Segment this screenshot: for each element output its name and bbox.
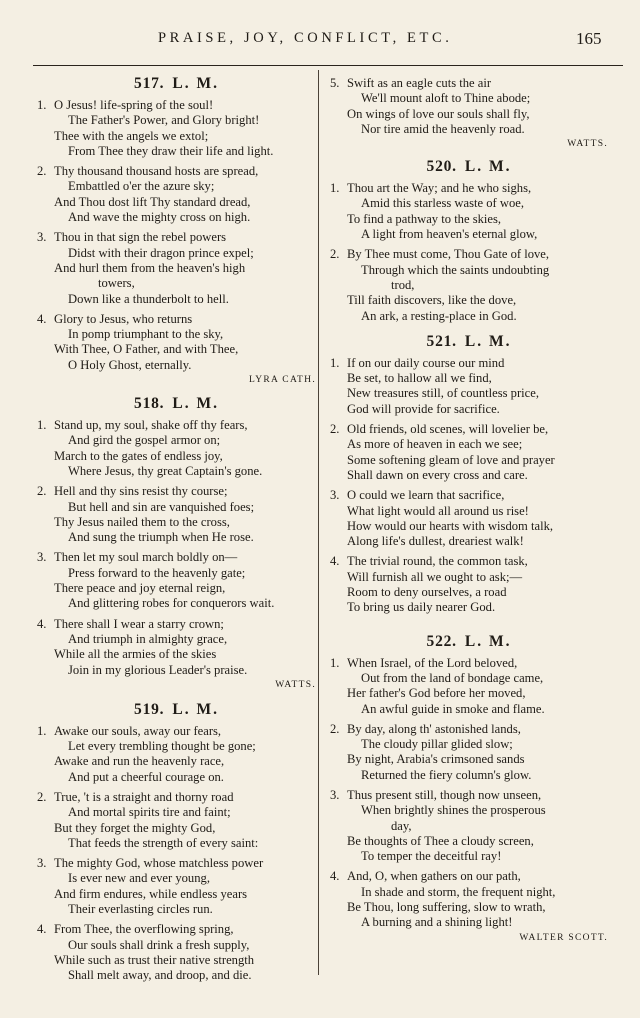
verse-line: Her father's God before her moved, — [347, 686, 526, 701]
stanza — [330, 181, 608, 242]
hymn-title — [330, 632, 608, 652]
stanza — [330, 76, 608, 137]
right-column — [330, 70, 608, 945]
page-header — [0, 0, 640, 56]
stanza — [37, 98, 316, 159]
verse-line: How would our hearts with wisdom talk, — [347, 518, 554, 533]
verse-line: In shade and storm, the frequent night, — [361, 884, 556, 899]
verse-line: A light from heaven's eternal glow, — [361, 227, 538, 242]
verse-line: Then let my soul march boldly on— — [54, 550, 238, 565]
verse-line: When brightly shines the prosperous — [361, 803, 546, 818]
verse-line: Thy thousand thousand hosts are spread, — [54, 164, 259, 179]
verse-line: Be Thou, long suffering, slow to wrath, — [347, 900, 546, 915]
hymn-attribution: WATTS. — [275, 679, 316, 690]
verse-line: God will provide for sacrifice. — [347, 401, 500, 416]
stanza-number: 1. — [330, 181, 340, 196]
stanza-number: 2. — [37, 789, 47, 804]
hymn-meter: L. M. — [172, 700, 219, 718]
stanza — [37, 484, 316, 545]
verse-line: Press forward to the heavenly gate; — [68, 565, 246, 580]
stanza — [330, 247, 608, 323]
stanza — [37, 790, 316, 851]
verse-line: While such as trust their native strength — [54, 952, 255, 967]
hymn-meter: L. M. — [464, 332, 512, 350]
verse-line: Embattled o'er the azure sky; — [68, 179, 215, 194]
verse-line: Awake our souls, away our fears, — [54, 723, 222, 738]
verse-line: An ark, a resting-place in God. — [361, 308, 517, 323]
stanza — [37, 230, 316, 306]
stanza — [37, 617, 316, 678]
verse-line: New treasures still, of countless price, — [347, 386, 539, 401]
hymn — [37, 74, 316, 387]
verse-line: O Holy Ghost, eternally. — [68, 357, 192, 372]
stanza-number: 1. — [37, 98, 47, 112]
verse-line: Will furnish all we ought to ask;— — [347, 569, 523, 584]
verse-line: By night, Arabia's crimsoned sands — [347, 752, 525, 767]
hymn-number: 522. — [426, 632, 457, 650]
verse-line: Thou art the Way; and he who sighs, — [347, 181, 532, 196]
verse-line: Thy Jesus nailed them to the cross, — [54, 514, 230, 529]
hymn-meter: L. M. — [172, 75, 219, 92]
column-divider — [318, 70, 319, 975]
hymn-title — [330, 157, 608, 177]
page-number: 165 — [576, 29, 602, 48]
stanza — [37, 856, 316, 917]
verse-line: But they forget the mighty God, — [54, 820, 216, 835]
stanza — [37, 312, 316, 373]
verse-line: Be set, to hallow all we find, — [347, 371, 492, 386]
stanza-number: 4. — [37, 616, 47, 631]
verse-line: Where Jesus, thy great Captain's gone. — [68, 463, 263, 478]
verse-line: Shall melt away, and droop, and die. — [68, 968, 252, 983]
header-rule — [33, 65, 623, 66]
stanza-number: 2. — [37, 484, 47, 499]
verse-line: But hell and sin are vanquished foes; — [68, 499, 255, 514]
hymn-meter: L. M. — [172, 395, 219, 413]
verse-line: Room to deny ourselves, a road — [347, 585, 507, 600]
hymn — [37, 700, 316, 984]
running-title: PRAISE, JOY, CONFLICT, ETC. — [158, 30, 453, 46]
stanza-number: 2. — [330, 247, 340, 262]
hymn-attribution: LYRA CATH. — [249, 375, 316, 386]
verse-line: And sung the triumph when He rose. — [68, 530, 254, 545]
verse-line: And glittering robes for conquerors wait. — [68, 596, 275, 611]
verse-line: To temper the deceitful ray! — [361, 849, 502, 864]
verse-line: Swift as an eagle cuts the air — [347, 76, 492, 90]
verse-line: And Thou dost lift Thy standard dread, — [54, 194, 251, 209]
verse-line: As more of heaven in each we see; — [347, 437, 523, 452]
verse-line: By day, along th' astonished lands, — [347, 721, 521, 736]
hymn-title — [330, 332, 608, 352]
verse-line: towers, — [98, 276, 135, 291]
verse-line: On wings of love our souls shall fly, — [347, 106, 530, 121]
verse-line: A burning and a shining light! — [361, 915, 513, 930]
verse-line: We'll mount aloft to Thine abode; — [361, 91, 531, 106]
verse-line: Out from the land of bondage came, — [361, 670, 544, 685]
verse-line: If on our daily course our mind — [347, 355, 505, 370]
stanza — [330, 554, 608, 615]
stanza-number: 1. — [37, 418, 47, 433]
stanza-number: 3. — [330, 787, 340, 802]
stanza — [330, 722, 608, 783]
verse-line: O could we learn that sacrifice, — [347, 488, 505, 503]
verse-line: While all the armies of the skies — [54, 647, 217, 662]
hymn-meter: L. M. — [464, 158, 512, 176]
hymn-attribution: WATTS. — [567, 139, 608, 150]
verse-line: Returned the fiery column's glow. — [361, 767, 532, 782]
stanza-number: 3. — [37, 856, 47, 871]
verse-line: Glory to Jesus, who returns — [54, 311, 193, 326]
stanza-number: 5. — [330, 76, 340, 90]
left-column — [37, 70, 316, 984]
verse-line: day, — [391, 818, 412, 833]
verse-line: Be thoughts of Thee a cloudy screen, — [347, 833, 534, 848]
verse-line: Down like a thunderbolt to hell. — [68, 291, 229, 306]
hymn-title — [37, 74, 316, 94]
verse-line: And gird the gospel armor on; — [68, 433, 221, 448]
verse-line: And mortal spirits tire and faint; — [68, 805, 231, 820]
hymn-number: 517. — [134, 75, 165, 92]
stanza-number: 3. — [37, 550, 47, 565]
verse-line: From Thee they draw their life and light. — [68, 143, 274, 158]
verse-line: Let every trembling thought be gone; — [68, 739, 256, 754]
stanza-number: 3. — [37, 230, 47, 245]
hymn-number: 521. — [426, 332, 457, 350]
verse-line: That feeds the strength of every saint: — [68, 835, 259, 850]
stanza-number: 2. — [330, 721, 340, 736]
stanza — [37, 724, 316, 785]
verse-line: Didst with their dragon prince expel; — [68, 245, 254, 260]
hymn-number: 519. — [134, 700, 165, 718]
stanza-number: 4. — [37, 922, 47, 937]
stanza-number: 1. — [330, 355, 340, 370]
verse-line: And firm endures, while endless years — [54, 886, 248, 901]
hymn-number: 518. — [134, 395, 165, 413]
verse-line: From Thee, the overflowing spring, — [54, 922, 234, 937]
stanza — [330, 656, 608, 717]
verse-line: And triumph in almighty grace, — [68, 631, 228, 646]
verse-line: And put a cheerful courage on. — [68, 769, 224, 784]
verse-line: To find a pathway to the skies, — [347, 211, 502, 226]
verse-line: Our souls shall drink a fresh supply, — [68, 937, 250, 952]
hymn — [330, 632, 608, 945]
verse-line: By Thee must come, Thou Gate of love, — [347, 247, 550, 262]
stanza-number: 4. — [330, 554, 340, 569]
verse-line: To bring us daily nearer God. — [347, 600, 496, 615]
verse-line: And, O, when gathers on our path, — [347, 869, 521, 884]
stanza-number: 1. — [330, 655, 340, 670]
verse-line: And wave the mighty cross on high. — [68, 210, 251, 225]
stanza — [37, 164, 316, 225]
stanza-number: 4. — [330, 869, 340, 884]
verse-line: In pomp triumphant to the sky, — [68, 327, 224, 342]
stanza — [330, 788, 608, 864]
hymn-title — [37, 700, 316, 720]
stanza — [37, 418, 316, 479]
verse-line: Some softening gleam of love and prayer — [347, 452, 555, 467]
stanza-number: 3. — [330, 488, 340, 503]
verse-line: Join in my glorious Leader's praise. — [68, 662, 248, 677]
stanza-number: 1. — [37, 723, 47, 738]
verse-line: The mighty God, whose matchless power — [54, 856, 264, 871]
verse-line: There shall I wear a starry crown; — [54, 616, 224, 631]
verse-line: Hell and thy sins resist thy course; — [54, 484, 228, 499]
stanza-number: 4. — [37, 311, 47, 326]
verse-line: Thee with the angels we extol; — [54, 128, 209, 143]
verse-line: Nor tire amid the heavenly road. — [361, 121, 525, 136]
verse-line: Along life's dullest, dreariest walk! — [347, 534, 524, 549]
stanza-number: 2. — [330, 422, 340, 437]
stanza — [330, 488, 608, 549]
stanza — [37, 922, 316, 983]
verse-line: The Father's Power, and Glory bright! — [68, 113, 260, 128]
hymn-title — [37, 394, 316, 414]
verse-line: Thus present still, though now unseen, — [347, 787, 542, 802]
verse-line: Thou in that sign the rebel powers — [54, 230, 227, 245]
verse-line: The cloudy pillar glided slow; — [361, 737, 513, 752]
verse-line: Through which the saints undoubting — [361, 262, 550, 277]
verse-line: Shall dawn on every cross and care. — [347, 467, 528, 482]
hymn-attribution: WALTER SCOTT. — [519, 932, 608, 943]
hymn-number: 520. — [426, 158, 457, 176]
verse-line: An awful guide in smoke and flame. — [361, 701, 545, 716]
hymn — [330, 332, 608, 616]
hymn-meter: L. M. — [464, 632, 512, 650]
stanza — [37, 550, 316, 611]
hymn — [330, 76, 608, 151]
stanza — [330, 869, 608, 930]
verse-line: The trivial round, the common task, — [347, 554, 528, 569]
verse-line: There peace and joy eternal reign, — [54, 581, 226, 596]
verse-line: True, 't is a straight and thorny road — [54, 789, 234, 804]
verse-line: When Israel, of the Lord beloved, — [347, 655, 518, 670]
verse-line: And hurl them from the heaven's high — [54, 260, 246, 275]
stanza-number: 2. — [37, 164, 47, 179]
verse-line: What light would all around us rise! — [347, 503, 529, 518]
stanza — [330, 422, 608, 483]
hymn — [330, 157, 608, 324]
verse-line: Old friends, old scenes, will lovelier be, — [347, 422, 549, 437]
hymn — [37, 394, 316, 692]
verse-line: With Thee, O Father, and with Thee, — [54, 342, 239, 357]
verse-line: March to the gates of endless joy, — [54, 448, 223, 463]
verse-line: Till faith discovers, like the dove, — [347, 293, 517, 308]
verse-line: Their everlasting circles run. — [68, 902, 213, 917]
verse-line: trod, — [391, 277, 415, 292]
verse-line: Is ever new and ever young, — [68, 871, 210, 886]
verse-line: O Jesus! life-spring of the soul! — [54, 98, 214, 112]
verse-line: Awake and run the heavenly race, — [54, 754, 225, 769]
stanza — [330, 356, 608, 417]
verse-line: Amid this starless waste of woe, — [361, 196, 524, 211]
verse-line: Stand up, my soul, shake off thy fears, — [54, 418, 248, 433]
